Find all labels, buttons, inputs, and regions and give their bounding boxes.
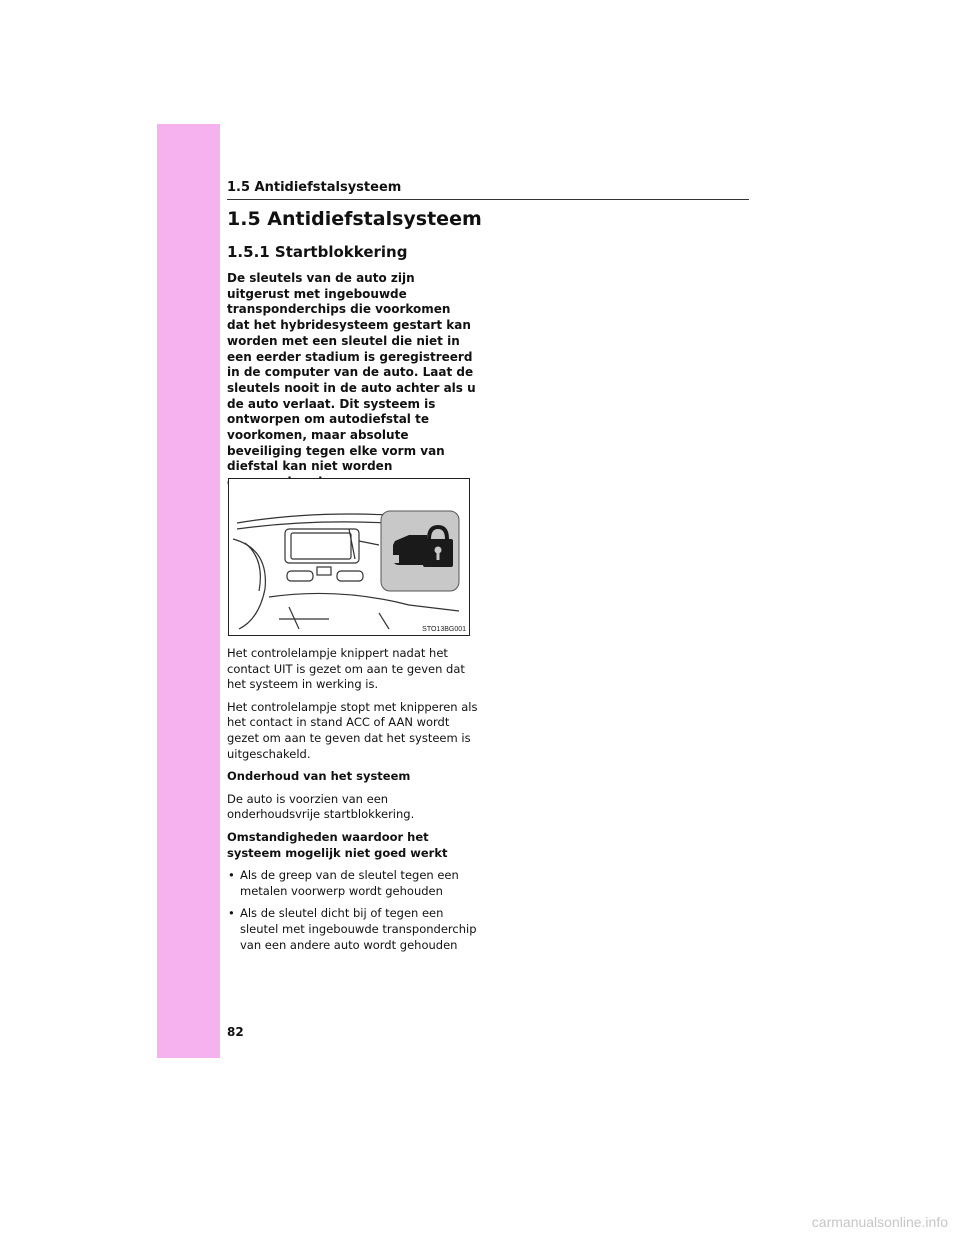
page-number: 82	[227, 1025, 244, 1039]
running-header: 1.5 Antidiefstalsysteem	[227, 180, 402, 195]
paragraph: Het controlelampje knippert nadat het contact UIT is gezet om aan te geven dat het systeem in werking is.	[227, 646, 465, 692]
paragraph: Het controlelampje stopt met knipperen als het contact in stand ACC of AAN wordt gezet om aan te geven dat het systeem is uitgeschakeld.	[227, 699, 478, 761]
dashboard-drawing	[229, 479, 469, 635]
maintenance-heading: Onderhoud van het systeem	[227, 769, 411, 784]
section-title: 1.5 Antidiefstalsysteem	[227, 208, 482, 230]
header-rule	[227, 199, 749, 200]
dashboard-illustration	[228, 478, 470, 636]
maintenance-text: De auto is voorzien van een onderhoudsvrije startblokkering.	[227, 791, 415, 822]
body-text	[227, 646, 479, 960]
watermark: carmanualsonline.info	[811, 1214, 948, 1230]
list-item: • Als de greep van de sleutel tegen een metalen voorwerp wordt gehouden	[227, 868, 479, 899]
figure-code: STO13BG001	[422, 626, 466, 633]
list-item: • Als de sleutel dicht bij of tegen een sleutel met ingebouwde transponderchip van een andere auto wordt gehouden	[227, 906, 479, 953]
chapter-tab-bar	[157, 124, 220, 1058]
subsection-title: 1.5.1 Startblokkering	[227, 243, 408, 261]
intro-paragraph: De sleutels van de auto zijn uitgerust met ingebouwde transponderchips die voorkomen dat het hybridesysteem gestart kan worden met een sleutel die niet in een eerder stadium is geregistreerd in de computer van de auto. Laat de sleutels nooit in de auto achter als u de auto verlaat. Dit systeem is ontworpen om autodiefstal te voorkomen, maar absolute beveiliging tegen elke vorm van diefstal kan niet worden	[227, 271, 476, 474]
circumstances-heading: Omstandigheden waardoor het systeem mogelijk niet goed werkt	[227, 829, 448, 860]
circumstances-list	[227, 868, 479, 953]
